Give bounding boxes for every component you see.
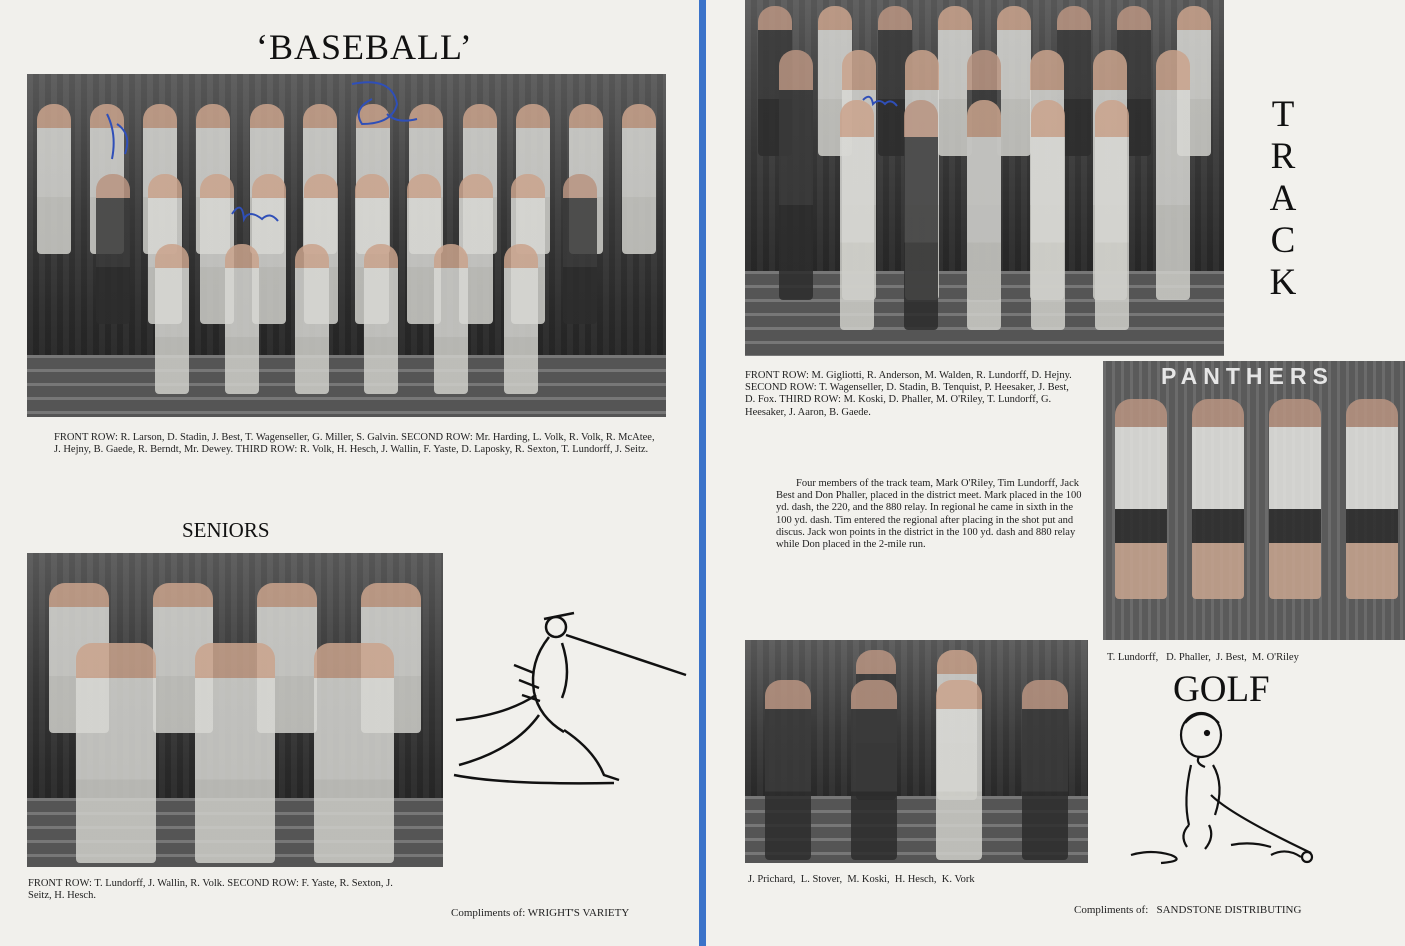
seniors-title: SENIORS [182,518,270,542]
track-paragraph: Four members of the track team, Mark O'Riley, Tim Lundorff, Jack Best and Don Phaller, placed in the district meet. Mark placed in the 100 yd. dash, the 220, and the 880 relay. In regional he came in sixth in the 100 yd. dash. Tim entered the regional after placing in the shot put and discus. Jack won points in the district in the 100 yd. dash and 880 relay while Don placed in the 2-mile run. [776,478,1082,551]
baseball-team-photo [27,74,666,417]
track-caption: FRONT ROW: M. Gigliotti, R. Anderson, M. Walden, R. Lundorff, D. Hejny. SECOND ROW: T. Wagenseller, D. Stadin, B. Tenquist, P. Heesaker, J. Best, D. Fox. THIRD ROW: M. Koski, D. Phaller, M. O'Riley, T. Lundorff, G. Heesaker, J. Aaron, B. Gaede. [745,370,1072,418]
signature-marks [27,74,666,417]
panthers-caption: T. Lundorff, D. Phaller, J. Best, M. O'Riley [1107,652,1299,663]
seniors-photo [27,553,443,867]
seniors-caption: FRONT ROW: T. Lundorff, J. Wallin, R. Volk. SECOND ROW: F. Yaste, R. Sexton, J. Seitz, H. Hesch. [28,878,393,902]
panthers-banner: PANTHERS [1161,363,1334,389]
track-letter: C [1270,220,1296,261]
track-team-photo [745,0,1224,356]
left-compliments: Compliments of: WRIGHT'S VARIETY [451,907,630,919]
baseball-batter-illustration [444,605,694,805]
golf-photo [745,640,1088,863]
golf-title: GOLF [1173,669,1270,710]
panthers-photo [1103,361,1405,640]
track-letter: K [1269,262,1297,303]
right-compliments: Compliments of: SANDSTONE DISTRIBUTING [1074,904,1302,916]
baseball-title: ‘BASEBALL’ [256,27,473,67]
track-letter: T [1271,94,1295,135]
track-signature-mark [745,0,1224,356]
track-letter: A [1269,178,1297,219]
track-title [1263,94,1303,304]
left-page [0,0,699,946]
baseball-caption: FRONT ROW: R. Larson, D. Stadin, J. Best, T. Wagenseller, G. Miller, S. Galvin. SECOND ROW: Mr. Harding, L. Volk, R. Volk, R. McAtee, J. Hejny, B. Gaede, R. Berndt, Mr. Dewey. THIRD ROW: R. Volk, H. Hesch, J. Wallin, F. Yaste, D. Laposky, R. Sexton, T. Lundorff, J. Seitz. [54,432,655,456]
track-letter: R [1270,136,1296,177]
right-page [706,0,1405,946]
golf-caption: J. Prichard, L. Stover, M. Koski, H. Hesch, K. Vork [748,874,975,885]
golfer-illustration [1121,705,1321,875]
